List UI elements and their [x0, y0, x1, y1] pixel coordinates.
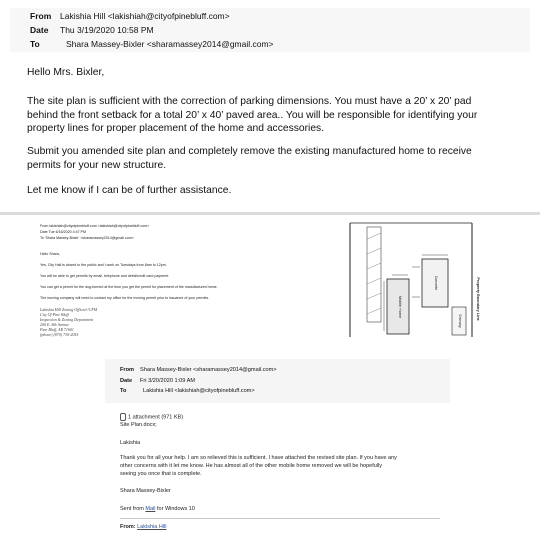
date-label: Date	[120, 378, 133, 384]
from-row	[120, 367, 277, 373]
signature-line: (phone) (870) 730-2055	[40, 332, 79, 337]
from-value[interactable]: Shara Massey-Bixler <sharamassey2014@gmail.com>	[140, 367, 277, 373]
site-plan-svg	[272, 219, 540, 337]
body-line: The site plan is sufficient with the correction of parking dimensions. You must have a 20’ x 20’ pad	[27, 96, 472, 107]
paragraph-3: Let me know if I can be of further assistance.	[27, 185, 232, 196]
body-line: Thank you for all your help. I am so relieved this is sufficient. I have attached the revised site plan. If you have any	[120, 455, 397, 461]
site-plan-drawing	[272, 219, 540, 337]
email-header	[10, 8, 530, 52]
sender-link[interactable]: Lakishia Hill	[137, 524, 167, 530]
to-row	[120, 388, 255, 394]
from-value[interactable]: Lakishia Hill <lakishiah@cityofpinebluff.com>	[60, 11, 230, 21]
from-label: From	[30, 11, 52, 21]
to-label: To	[120, 388, 127, 394]
date-row	[120, 378, 195, 384]
body-line: property lines for proper placement of the home and accessories.	[27, 123, 325, 134]
to-value[interactable]: Lakishia Hill <lakishiah@cityofpinebluff.com>	[143, 388, 255, 394]
signature: Shara Massey-Bixler	[120, 488, 171, 494]
to-row	[30, 39, 274, 49]
boundary-label: Property Boundary Line	[476, 277, 480, 321]
signature-line: Pine Bluff, AR 71601	[40, 327, 74, 332]
sent-from-line: Sent from Mail for Windows 10	[120, 506, 195, 512]
paragraph-1	[27, 95, 527, 136]
body-paragraph	[120, 454, 397, 478]
mail-link[interactable]: Mail	[145, 506, 156, 512]
signature-line: City Of Pine Bluff	[40, 312, 69, 317]
body-line: Yes, City Hall is closed to the public and I work on Tuesdays from 8am to 12pm.	[40, 263, 167, 267]
divider	[120, 518, 440, 519]
from-row	[30, 11, 230, 21]
body-line: You can get a permit for the dog-formed at the time you get the permit for placement of the manufactured home.	[40, 285, 218, 289]
to-row: To 'Shara Massey-Bixler' <sharamassey2014@gmail.com>	[40, 236, 134, 240]
concrete-label: Concrete	[434, 275, 438, 291]
footer-from: From: Lakishia Hill	[120, 524, 167, 530]
mobile-home-label: Mobile Home	[398, 295, 402, 319]
body-line: other concerns with it let me know. He has almost all of the other mobile home removed we will be hopefully	[120, 463, 382, 469]
greeting: Lakishia	[120, 440, 141, 446]
body-line: The moving company will need to contact my office for the moving permit prior to issuance of your permits.	[40, 296, 210, 300]
date-value: Fri 3/20/2020 1:09 AM	[140, 378, 196, 384]
signature-line: Inspection & Zoning Department	[40, 317, 94, 322]
greeting: Hello Shara,	[40, 252, 60, 256]
email-message-panel	[105, 359, 450, 540]
mobile-home-shape	[387, 279, 409, 334]
date-row: Date Tue 6/16/2020 4:47 PM	[40, 230, 86, 234]
attachment-icon	[120, 413, 126, 421]
paragraph-2	[27, 145, 527, 172]
signature-line: 200 E. 8th Avenue	[40, 322, 70, 327]
email-header	[105, 359, 450, 403]
body-line: behind the front setback for a total 20’ x 40’ paved area.. You will be responsible for identifying your	[27, 109, 478, 121]
driveway-label: Driveway	[458, 314, 462, 328]
from-row: From lakishiah@cityofpinebluff.com <lakishiah@cityofpinebluff.com>	[40, 224, 150, 228]
signature-line: Lakishia Hill Zoning Official /CFM	[40, 307, 98, 312]
email-reply-panel	[0, 0, 540, 212]
to-value[interactable]: Shara Massey-Bixler <sharamassey2014@gmail.com>	[66, 39, 274, 49]
divider	[0, 212, 540, 215]
date-value: Thu 3/19/2020 10:58 PM	[60, 25, 154, 35]
attachment-count: 1 attachment (971 KB)	[128, 414, 184, 421]
body-line: permits for your new structure.	[27, 159, 167, 171]
body-line: Submit you amended site plan and completely remove the existing manufactured home to receive	[27, 146, 472, 157]
email-thumbnail	[34, 219, 264, 337]
greeting: Hello Mrs. Bixler,	[27, 67, 105, 78]
attachment-file[interactable]: Site Plan.docx;	[120, 422, 157, 428]
body-line: seeing you once that is complete.	[120, 471, 202, 477]
date-label: Date	[30, 25, 49, 35]
from-label: From	[120, 367, 134, 373]
body-line: You will be able to get permits by email, telephone and debit/credit card payment.	[40, 274, 170, 278]
to-label: To	[30, 39, 40, 49]
date-row	[30, 25, 154, 35]
